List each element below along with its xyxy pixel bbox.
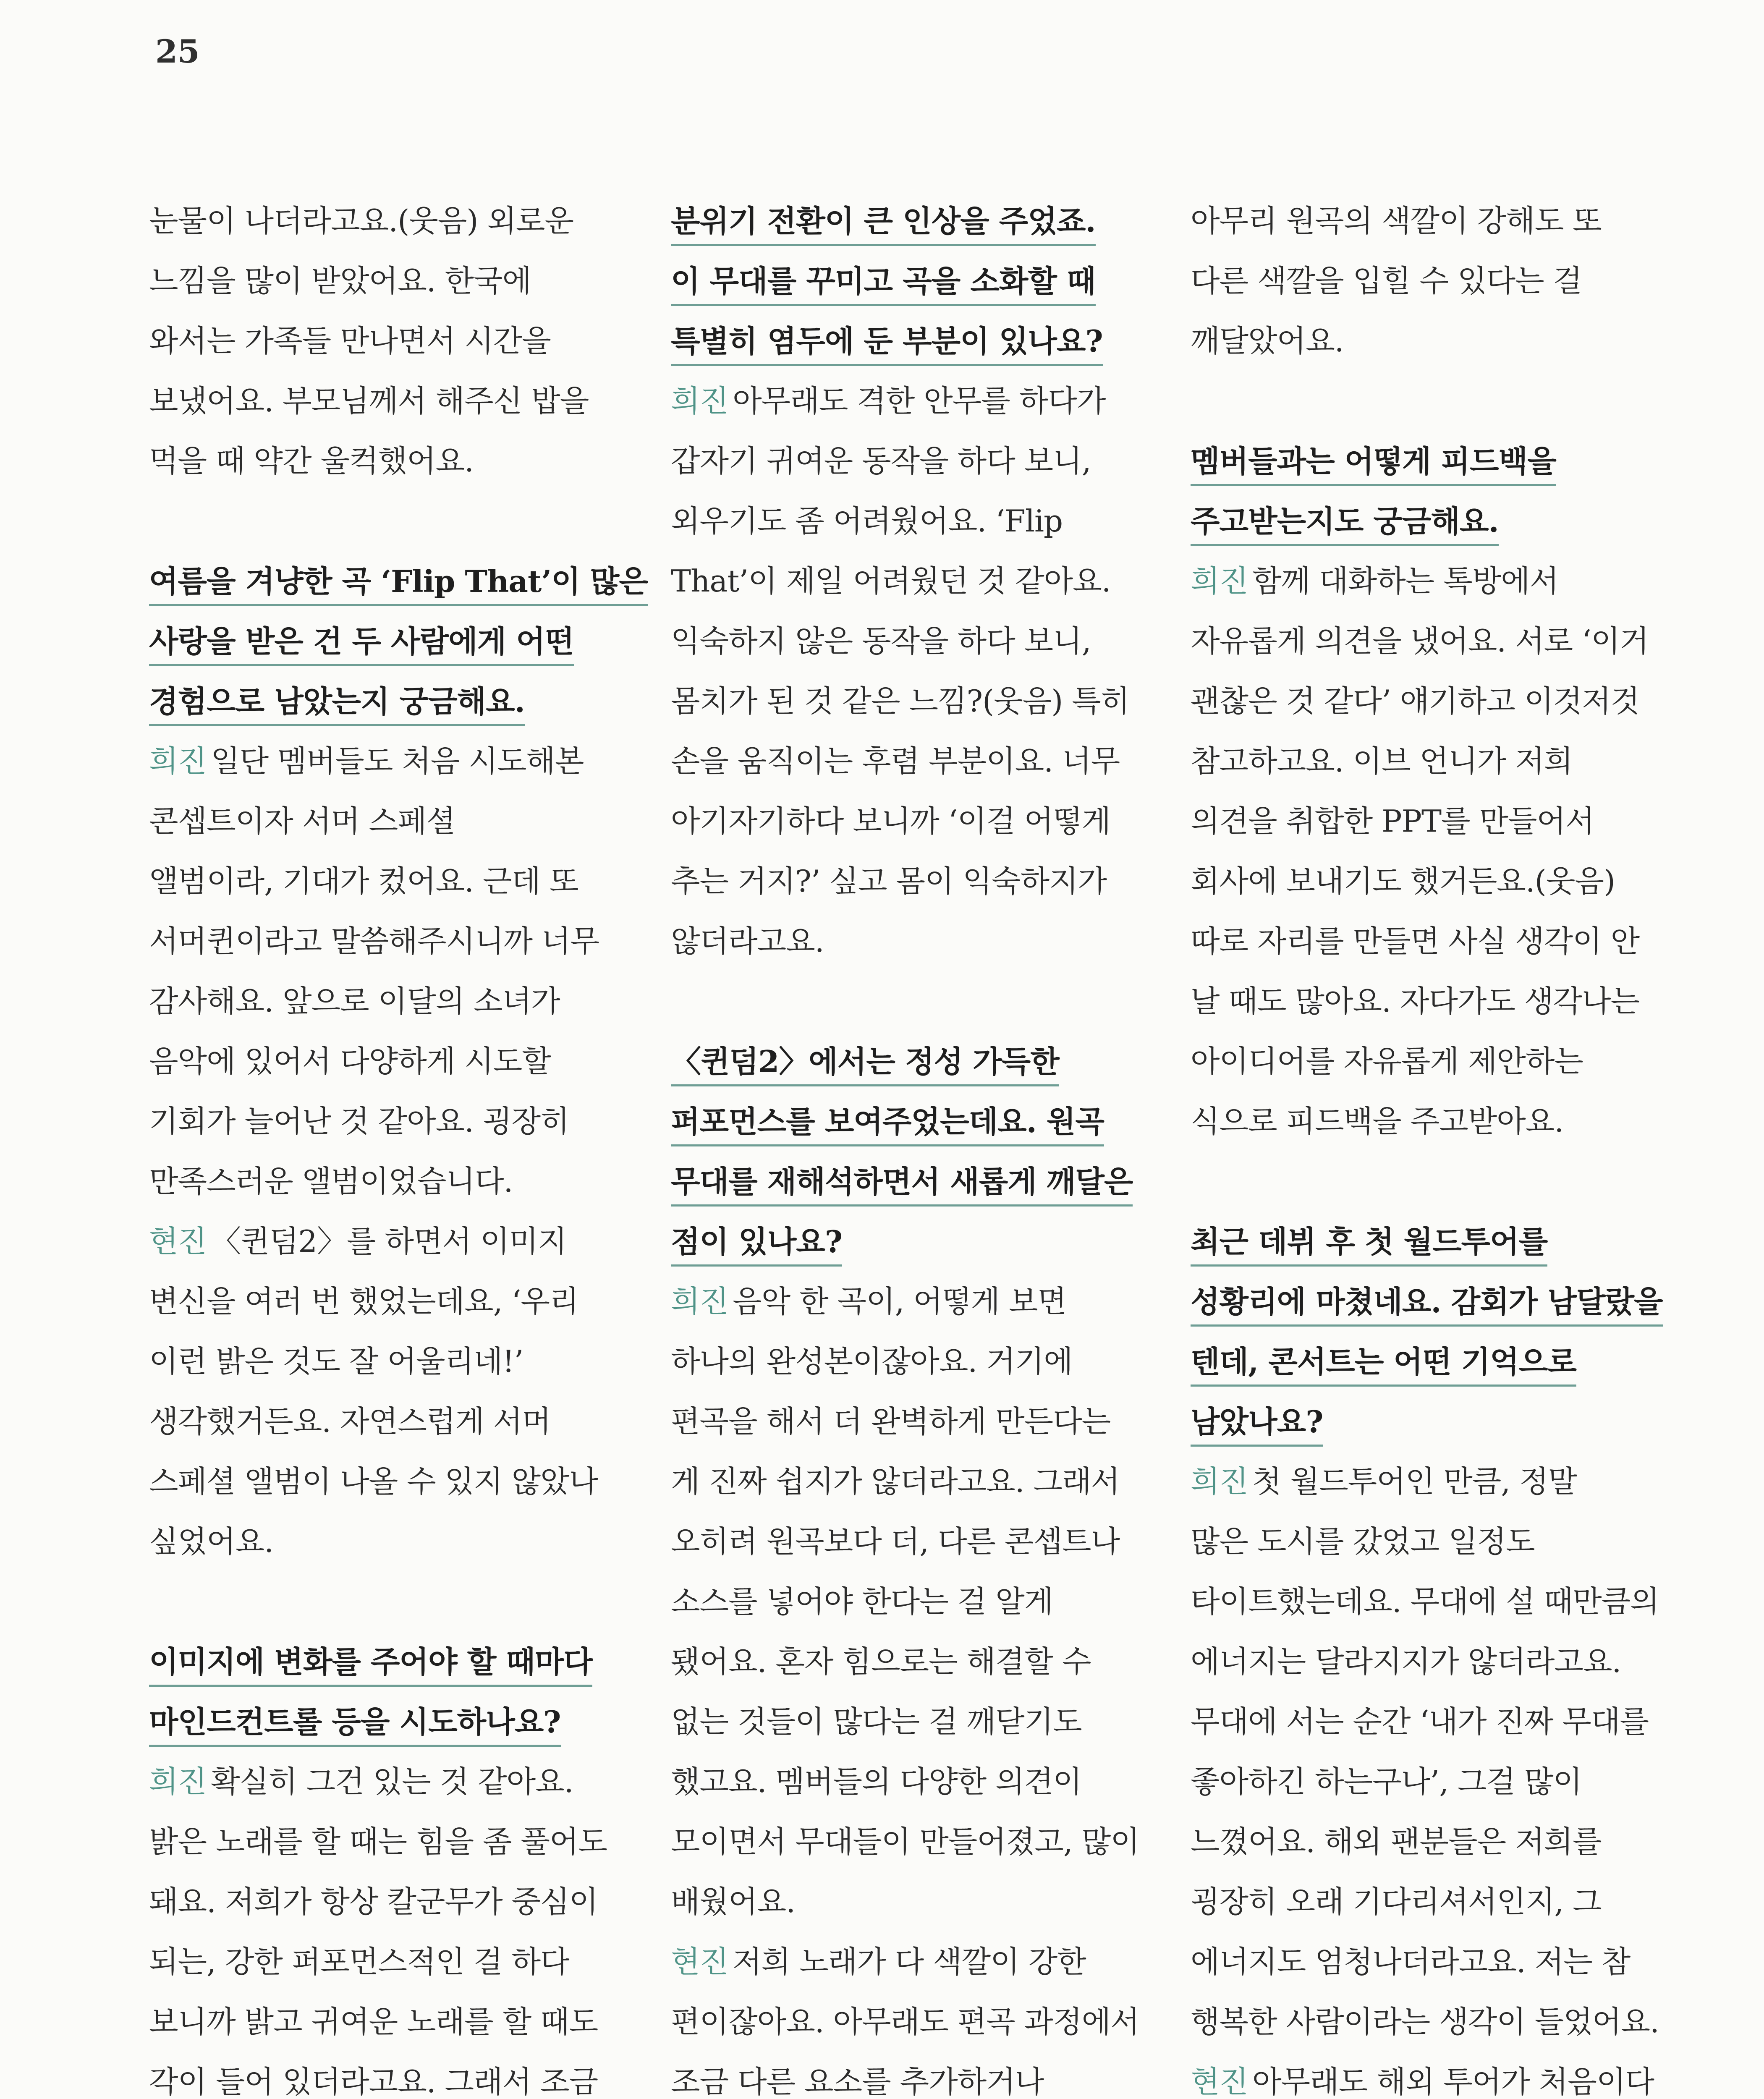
answer-line [149, 371, 632, 431]
answer-text: 〈퀸덤2〉를 하면서 이미지 [211, 1224, 567, 1259]
answer-line [671, 671, 1162, 731]
answer-text: 밝은 노래를 할 때는 힘을 좀 풀어도 [149, 1824, 607, 1859]
answer-line [671, 1752, 1162, 1812]
answer-line [1191, 1572, 1682, 1632]
answer-text: 편이잖아요. 아무래도 편곡 과정에서 [671, 2004, 1139, 2039]
question-line [671, 1152, 1162, 1212]
answer-line [149, 911, 632, 971]
answer-line [671, 1572, 1162, 1632]
answer-text: 눈물이 나더라고요.(웃음) 외로운 [149, 203, 574, 238]
answer-line [149, 311, 632, 371]
answer-text: 만족스러운 앨범이었습니다. [149, 1164, 513, 1199]
answer-text: 함께 대화하는 톡방에서 [1252, 563, 1559, 599]
answer-line [671, 1392, 1162, 1452]
answer-line [149, 251, 632, 311]
speaker-label: 현진 [149, 1224, 207, 1259]
question-line [149, 551, 648, 611]
answer-line [671, 1992, 1162, 2052]
question-text: 〈퀸덤2〉에서는 정성 가득한 [671, 1044, 1059, 1086]
answer-text: 앨범이라, 기대가 컸어요. 근데 또 [149, 864, 578, 899]
question-line [671, 1212, 1162, 1272]
answer-text: 저희 노래가 다 색깔이 강한 [733, 1944, 1086, 1979]
answer-line [1191, 1692, 1682, 1752]
question-line [1191, 431, 1682, 491]
answer-line [149, 431, 632, 491]
question-text: 이 무대를 꾸미고 곡을 소화할 때 [671, 263, 1096, 306]
answer-text: 아기자기하다 보니까 ‘이걸 어떻게 [671, 803, 1111, 839]
answer-text: 일단 멤버들도 처음 시도해본 [211, 743, 584, 779]
answer-line [149, 1091, 632, 1152]
answer-line [149, 1031, 632, 1091]
answer-text: 확실히 그건 있는 것 같아요. [211, 1764, 573, 1799]
answer-line [149, 1932, 632, 1992]
answer-text: 했고요. 멤버들의 다양한 의견이 [671, 1764, 1082, 1799]
answer-text: 아무래도 격한 안무를 하다가 [733, 383, 1106, 419]
answer-text: 변신을 여러 번 했었는데요, ‘우리 [149, 1284, 578, 1319]
answer-text: 됐어요. 혼자 힘으로는 해결할 수 [671, 1644, 1091, 1679]
answer-line [671, 2052, 1162, 2099]
answer-text: 추는 거지?’ 싶고 몸이 익숙하지가 [671, 864, 1107, 899]
answer-text: 손을 움직이는 후렴 부분이요. 너무 [671, 743, 1120, 779]
question-line [149, 671, 632, 731]
speaker-label: 희진 [671, 1284, 729, 1319]
question-text: 텐데, 콘서트는 어떤 기억으로 [1191, 1344, 1576, 1387]
answer-text: 생각했거든요. 자연스럽게 서머 [149, 1404, 551, 1439]
answer-text: 식으로 피드백을 주고받아요. [1191, 1104, 1564, 1139]
answer-text: 없는 것들이 많다는 걸 깨닫기도 [671, 1704, 1082, 1739]
answer-line [671, 1812, 1162, 1872]
answer-text: 감사해요. 앞으로 이달의 소녀가 [149, 984, 560, 1019]
answer-text: 갑자기 귀여운 동작을 하다 보니, [671, 443, 1091, 479]
answer-text: 에너지도 엄청나더라고요. 저는 참 [1191, 1944, 1631, 1979]
text-column-1 [149, 191, 648, 2099]
speaker-label: 희진 [1191, 563, 1248, 599]
question-text: 무대를 재해석하면서 새롭게 깨달은 [671, 1164, 1133, 1207]
answer-line [1191, 1872, 1682, 1932]
question-text: 멤버들과는 어떻게 피드백을 [1191, 443, 1556, 486]
answer-line [1191, 911, 1682, 971]
answer-line [671, 1632, 1162, 1692]
question-text: 퍼포먼스를 보여주었는데요. 원곡 [671, 1104, 1104, 1146]
question-text: 최근 데뷔 후 첫 월드투어를 [1191, 1224, 1547, 1267]
question-line [671, 1091, 1162, 1152]
answer-text: 느낌을 많이 받았어요. 한국에 [149, 263, 531, 298]
answer-line [671, 1332, 1162, 1392]
answer-text: 아무래도 해외 투어가 처음이다 [1252, 2064, 1654, 2099]
paragraph-gap [1191, 371, 1682, 431]
answer-text: 보니까 밝고 귀여운 노래를 할 때도 [149, 2004, 598, 2039]
answer-text: 오히려 원곡보다 더, 다른 콘셉트나 [671, 1524, 1120, 1559]
answer-line [671, 1452, 1162, 1512]
answer-text: 다른 색깔을 입힐 수 있다는 걸 [1191, 263, 1582, 298]
answer-text: 먹을 때 약간 울컥했어요. [149, 443, 474, 479]
answer-line [149, 731, 632, 791]
answer-line [671, 551, 1162, 611]
answer-text: 무대에 서는 순간 ‘내가 진짜 무대를 [1191, 1704, 1649, 1739]
answer-text: 배웠어요. [671, 1884, 796, 1919]
speaker-label: 희진 [1191, 1464, 1248, 1499]
answer-text: 괜찮은 것 같다’ 얘기하고 이것저것 [1191, 683, 1640, 719]
question-line [671, 191, 1162, 251]
answer-line [149, 191, 632, 251]
answer-text: 편곡을 해서 더 완벽하게 만든다는 [671, 1404, 1111, 1439]
answer-text: 깨달았어요. [1191, 323, 1344, 359]
answer-text: 싶었어요. [149, 1524, 274, 1559]
answer-line [1191, 611, 1682, 671]
question-line [1191, 1272, 1682, 1332]
question-text: 주고받는지도 궁금해요. [1191, 503, 1499, 546]
answer-text: 아이디어를 자유롭게 제안하는 [1191, 1044, 1583, 1079]
question-line [1191, 1212, 1682, 1272]
answer-text: 조금 다른 요소를 추가하거나 [671, 2064, 1044, 2099]
paragraph-gap [149, 1572, 632, 1632]
question-text: 남았나요? [1191, 1404, 1323, 1447]
answer-line [1191, 251, 1682, 311]
answer-line [1191, 851, 1682, 911]
answer-text: 익숙하지 않은 동작을 하다 보니, [671, 623, 1091, 659]
answer-line [149, 1332, 632, 1392]
answer-line [149, 1812, 632, 1872]
question-line [1191, 1332, 1682, 1392]
answer-text: 음악 한 곡이, 어떻게 보면 [733, 1284, 1067, 1319]
answer-line [149, 971, 632, 1031]
paragraph-gap [1191, 1152, 1682, 1212]
answer-line [671, 431, 1162, 491]
question-text: 성황리에 마쳤네요. 감회가 남달랐을 [1191, 1284, 1663, 1327]
answer-line [149, 2052, 632, 2099]
question-text: 분위기 전환이 큰 인상을 주었죠. [671, 203, 1096, 246]
answer-text: 아무리 원곡의 색깔이 강해도 또 [1191, 203, 1602, 238]
paragraph-gap [671, 971, 1162, 1031]
answer-line [149, 1212, 632, 1272]
answer-line [1191, 1932, 1682, 1992]
speaker-label: 현진 [671, 1944, 729, 1979]
answer-text: 외우기도 좀 어려웠어요. ‘Flip [671, 503, 1063, 539]
question-line [149, 611, 632, 671]
answer-line [1191, 551, 1682, 611]
answer-text: 음악에 있어서 다양하게 시도할 [149, 1044, 551, 1079]
question-line [149, 1632, 632, 1692]
answer-text: 몸치가 된 것 같은 느낌?(웃음) 특히 [671, 683, 1130, 719]
answer-text: 자유롭게 의견을 냈어요. 서로 ‘이거 [1191, 623, 1649, 659]
answer-line [671, 1512, 1162, 1572]
answer-line [671, 851, 1162, 911]
answer-line [671, 491, 1162, 551]
question-line [149, 1692, 632, 1752]
answer-line [149, 851, 632, 911]
answer-line [1191, 791, 1682, 851]
answer-line [1191, 191, 1682, 251]
answer-text: 좋아하긴 하는구나’, 그걸 많이 [1191, 1764, 1582, 1799]
answer-text: 않더라고요. [671, 924, 824, 959]
page-number: 25 [155, 33, 200, 70]
text-column-2 [671, 191, 1162, 2099]
answer-text: 보냈어요. 부모님께서 해주신 밥을 [149, 383, 589, 419]
answer-line [149, 1392, 632, 1452]
answer-text: 게 진짜 쉽지가 않더라고요. 그래서 [671, 1464, 1120, 1499]
question-line [1191, 491, 1682, 551]
answer-line [671, 1872, 1162, 1932]
answer-line [1191, 1992, 1682, 2052]
answer-line [671, 791, 1162, 851]
answer-line [1191, 311, 1682, 371]
speaker-label: 현진 [1191, 2064, 1248, 2099]
answer-line [671, 1932, 1162, 1992]
answer-text: 날 때도 많아요. 자다가도 생각나는 [1191, 984, 1640, 1019]
answer-line [149, 1452, 632, 1512]
answer-line [1191, 1031, 1682, 1091]
answer-line [149, 1152, 632, 1212]
answer-line [1191, 731, 1682, 791]
answer-text: That’이 제일 어려웠던 것 같아요. [671, 563, 1111, 599]
answer-line [1191, 1512, 1682, 1572]
answer-line [671, 911, 1162, 971]
question-line [1191, 1392, 1682, 1452]
question-text: 마인드컨트롤 등을 시도하나요? [149, 1704, 561, 1747]
answer-line [1191, 2052, 1682, 2099]
answer-line [1191, 1752, 1682, 1812]
answer-text: 행복한 사람이라는 생각이 들었어요. [1191, 2004, 1659, 2039]
answer-text: 참고하고요. 이브 언니가 저희 [1191, 743, 1573, 779]
answer-line [149, 1752, 632, 1812]
answer-line [671, 611, 1162, 671]
answer-line [149, 1872, 632, 1932]
question-text: 경험으로 남았는지 궁금해요. [149, 683, 525, 726]
question-line [671, 1031, 1162, 1091]
answer-text: 하나의 완성본이잖아요. 거기에 [671, 1344, 1073, 1379]
answer-text: 따로 자리를 만들면 사실 생각이 안 [1191, 924, 1640, 959]
answer-text: 와서는 가족들 만나면서 시간을 [149, 323, 551, 359]
question-text: 특별히 염두에 둔 부분이 있나요? [671, 323, 1103, 366]
speaker-label: 희진 [671, 383, 729, 419]
answer-line [671, 371, 1162, 431]
answer-text: 돼요. 저희가 항상 칼군무가 중심이 [149, 1884, 598, 1919]
answer-line [671, 1272, 1162, 1332]
answer-line [149, 1512, 632, 1572]
answer-line [671, 731, 1162, 791]
answer-text: 콘셉트이자 서머 스페셜 [149, 803, 455, 839]
answer-line [1191, 1632, 1682, 1692]
answer-line [1191, 1812, 1682, 1872]
answer-text: 각이 들어 있더라고요. 그래서 조금 [149, 2064, 598, 2099]
answer-text: 에너지는 달라지지가 않더라고요. [1191, 1644, 1621, 1679]
answer-text: 많은 도시를 갔었고 일정도 [1191, 1524, 1535, 1559]
answer-text: 소스를 넣어야 한다는 걸 알게 [671, 1584, 1053, 1619]
answer-text: 모이면서 무대들이 만들어졌고, 많이 [671, 1824, 1139, 1859]
answer-text: 첫 월드투어인 만큼, 정말 [1252, 1464, 1577, 1499]
answer-line [149, 1272, 632, 1332]
answer-line [671, 1692, 1162, 1752]
answer-line [149, 1992, 632, 2052]
answer-text: 서머퀸이라고 말씀해주시니까 너무 [149, 924, 599, 959]
text-column-3 [1191, 191, 1682, 2099]
question-text: 점이 있나요? [671, 1224, 842, 1267]
paragraph-gap [149, 491, 632, 551]
question-line [671, 311, 1162, 371]
answer-text: 굉장히 오래 기다리셔서인지, 그 [1191, 1884, 1602, 1919]
answer-text: 스페셜 앨범이 나올 수 있지 않았나 [149, 1464, 598, 1499]
answer-line [149, 791, 632, 851]
answer-text: 회사에 보내기도 했거든요.(웃음) [1191, 864, 1615, 899]
question-line [671, 251, 1162, 311]
speaker-label: 희진 [149, 1764, 207, 1799]
answer-line [1191, 671, 1682, 731]
question-text: 사랑을 받은 건 두 사람에게 어떤 [149, 623, 574, 666]
answer-text: 기회가 늘어난 것 같아요. 굉장히 [149, 1104, 569, 1139]
question-text: 여름을 겨냥한 곡 ‘Flip That’이 많은 [149, 563, 648, 606]
answer-line [1191, 1091, 1682, 1152]
speaker-label: 희진 [149, 743, 207, 779]
answer-text: 되는, 강한 퍼포먼스적인 걸 하다 [149, 1944, 569, 1979]
answer-text: 의견을 취합한 PPT를 만들어서 [1191, 803, 1594, 839]
answer-text: 이런 밝은 것도 잘 어울리네!’ [149, 1344, 523, 1379]
answer-text: 느꼈어요. 해외 팬분들은 저희를 [1191, 1824, 1602, 1859]
answer-line [1191, 1452, 1682, 1512]
answer-text: 타이트했는데요. 무대에 설 때만큼의 [1191, 1584, 1659, 1619]
question-text: 이미지에 변화를 주어야 할 때마다 [149, 1644, 592, 1687]
answer-line [1191, 971, 1682, 1031]
